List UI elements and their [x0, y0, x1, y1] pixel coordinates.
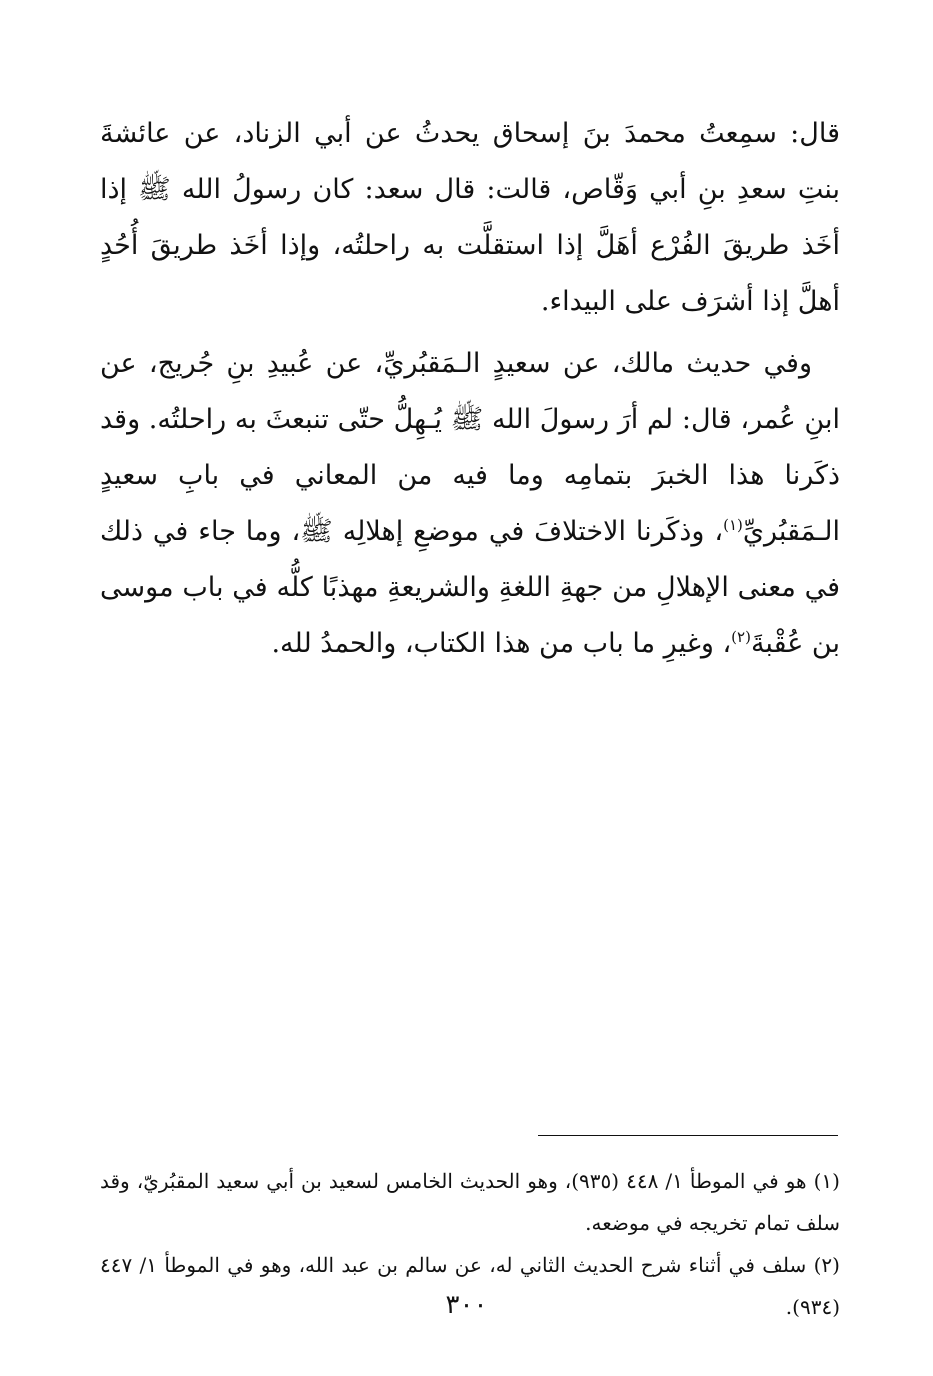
footnote-1: (١) هو في الموطأ ١/ ٤٤٨ (٩٣٥)، وهو الحديث الخامس لسعيد بن أبي سعيد المقبُريّ، وقد سلف تمام تخريجه في موضعه.	[100, 1169, 840, 1235]
paragraph-2	[100, 336, 840, 672]
footnote-ref-2[interactable]: (٢)	[731, 628, 751, 646]
main-text	[100, 106, 840, 678]
footnote-divider	[538, 1135, 838, 1136]
page-number: ٣٠٠	[445, 1290, 488, 1320]
footnote-2: (٢) سلف في أثناء شرح الحديث الثاني له، عن سالم بن عبد الله، وهو في الموطأ ١/ ٤٤٧ (٩٣٤).	[100, 1253, 840, 1319]
paragraph-1: قال: سمِعتُ محمدَ بنَ إسحاق يحدثُ عن أبي الزناد، عن عائشةَ بنتِ سعدِ بنِ أبي وَقّاص، قالت: قال سعد: كان رسولُ الله ﷺ إذا أخَذ طريقَ الفُرْع أهَلَّ إذا استقلَّت به راحلتُه، وإذا أخَذ طريقَ أُحُدٍ أهلَّ إذا أشرَف على البيداء.	[100, 118, 840, 317]
paragraph-2-part-2: ، وذكَرنا الاختلافَ في موضعِ إهلالِه ﷺ، وما جاء في ذلك في معنى الإهلالِ من جهةِ اللغةِ والشريعةِ مهذبًا كلُّه في باب موسى بن عُقْبةَ	[100, 516, 840, 659]
paragraph-2-part-3: ، وغيرِ ما باب من هذا الكتاب، والحمدُ لله.	[271, 628, 732, 659]
footnote-ref-1[interactable]: (١)	[723, 516, 743, 534]
paragraph-2-part-1: وفي حديث مالك، عن سعيدٍ الـمَقبُريِّ، عن عُبيدِ بنِ جُريج، عن ابنِ عُمر، قال: لم أرَ رسولَ الله ﷺ يُـهِلُّ حتّى تنبعثَ به راحلتُه. وقد ذكَرنا هذا الخبرَ بتمامِه وما فيه من المعاني في بابِ سعيدٍ الـمَقبُريِّ	[100, 348, 840, 547]
